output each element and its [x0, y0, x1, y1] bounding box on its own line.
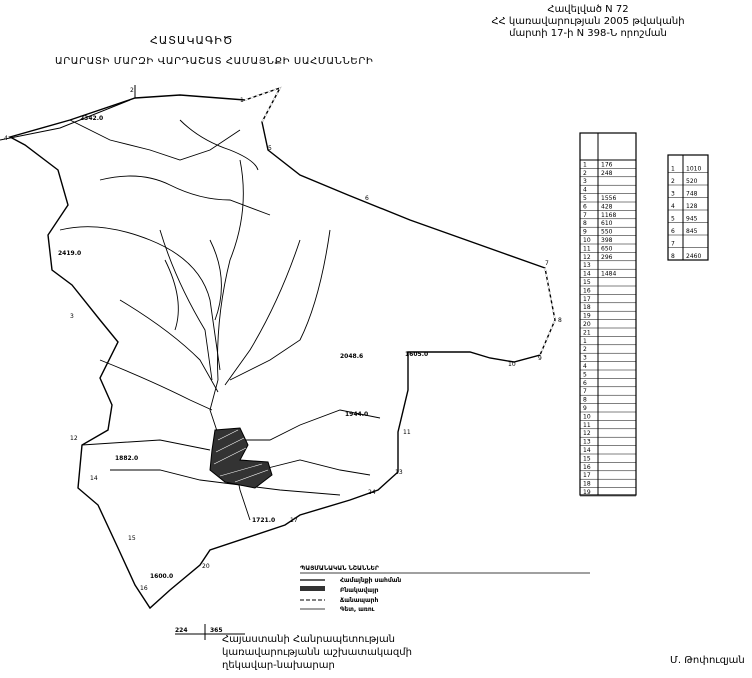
- table-row-number: 5: [671, 215, 675, 223]
- footer-org-line: Հայաստանի Հանրապետության: [222, 634, 396, 645]
- table-row-number: 12: [583, 253, 591, 261]
- table-row-number: 1: [583, 161, 587, 169]
- table-row-number: 15: [583, 455, 591, 463]
- point-label: 14: [90, 475, 98, 482]
- point-label: 7: [545, 260, 549, 267]
- table-row-value: 650: [601, 245, 613, 253]
- table-row-value: 296: [601, 253, 613, 261]
- table-row-number: 3: [583, 354, 587, 362]
- table-row-value: 945: [686, 215, 698, 223]
- table-row-number: 12: [583, 430, 591, 438]
- table-row-number: 19: [583, 489, 591, 496]
- table-row-number: 4: [671, 203, 675, 210]
- table-row-number: 7: [671, 240, 675, 248]
- table-row-number: 14: [583, 270, 591, 278]
- table-row-number: 2: [671, 178, 675, 185]
- map-title: ՀԱՏԱԿԱԳԻԾ: [150, 34, 234, 47]
- annex-decree: ՀՀ կառավարության 2005 թվականի: [491, 16, 685, 27]
- point-label: 5: [268, 145, 272, 152]
- table-row-number: 9: [583, 228, 587, 236]
- road-south: [82, 440, 210, 450]
- annex-number: Հավելված N 72: [547, 4, 629, 15]
- elevation-label: 2419.0: [58, 250, 82, 257]
- table-row-number: 8: [671, 253, 675, 260]
- table-row-number: 10: [583, 413, 591, 421]
- table-row-number: 8: [583, 396, 587, 404]
- table-row-number: 1: [583, 337, 587, 345]
- table-row-number: 20: [583, 321, 591, 328]
- table-row-number: 13: [583, 262, 591, 270]
- legend-item: Ճանապարհ: [340, 597, 379, 604]
- table-row-value: 428: [601, 203, 613, 211]
- elevation-label: 1882.0: [115, 455, 139, 462]
- table-row-value: 550: [601, 228, 613, 236]
- map-subtitle: ԱՐԱՐԱՏԻ ՄԱՐԶԻ ՎԱՐԴԱՇԱՏ ՀԱՄԱՅՆՔԻ ՍԱՀՄԱՆՆԵՐԻ: [55, 56, 374, 67]
- elevation-label: 1605.0: [405, 351, 429, 358]
- table-row-value: 1168: [601, 211, 617, 219]
- community-boundary: [10, 88, 555, 608]
- table-row-value: 845: [686, 228, 698, 235]
- table-row-number: 17: [583, 295, 591, 303]
- table-row-number: 4: [583, 363, 587, 370]
- point-label: 9: [538, 355, 542, 362]
- table-row-number: 3: [583, 178, 587, 186]
- table-row-number: 15: [583, 279, 591, 286]
- table-row-number: 2: [583, 346, 587, 354]
- point-label: 13: [395, 469, 403, 476]
- boundary-point-labels: [4, 87, 562, 592]
- elevation-label: 1944.0: [345, 411, 369, 418]
- point-label: 2: [130, 87, 134, 94]
- table-row-number: 16: [583, 463, 591, 471]
- table-row-number: 16: [583, 287, 591, 295]
- table-row-value: 1010: [686, 165, 702, 173]
- point-label: 11: [403, 429, 411, 436]
- footer-organization: [222, 633, 482, 672]
- table-row-value: 2460: [686, 253, 702, 260]
- table-row-value: 520: [686, 178, 698, 185]
- table-row-number: 4: [583, 186, 587, 194]
- footer-org-line: կառավարությանն աշխատակազմի: [222, 647, 412, 658]
- table-row-number: 11: [583, 421, 591, 429]
- table-row-number: 18: [583, 480, 591, 488]
- table-row-number: 8: [583, 220, 587, 228]
- table-row-value: 398: [601, 237, 613, 244]
- point-label: 4: [4, 135, 8, 142]
- table-row-value: 248: [601, 169, 613, 177]
- point-label: 3: [70, 313, 74, 320]
- map-legend: [300, 565, 590, 613]
- table-row-value: 1556: [601, 195, 617, 202]
- footer-signature: Մ. Թոփուզյան: [670, 655, 745, 666]
- table-row-value: 176: [601, 161, 613, 169]
- table-row-number: 1: [671, 165, 675, 173]
- table-row-value: 610: [601, 220, 613, 228]
- scale-left-label: 224: [175, 627, 188, 634]
- coordinates-table-main: [580, 133, 636, 496]
- point-label: 1: [240, 97, 244, 104]
- table-row-number: 6: [671, 228, 675, 235]
- elevation-label: 1721.0: [252, 517, 276, 524]
- table-row-number: 7: [583, 211, 587, 219]
- point-label: 17: [290, 517, 298, 524]
- table-row-number: 18: [583, 304, 591, 312]
- table-row-number: 5: [583, 195, 587, 202]
- table-row-value: 128: [686, 203, 698, 210]
- table-row-number: 11: [583, 245, 591, 253]
- table-row-number: 3: [671, 190, 675, 198]
- table-row-value: 748: [686, 190, 698, 198]
- table-row-number: 21: [583, 329, 591, 337]
- legend-item: Համայնքի սահման: [340, 577, 402, 584]
- table-row-number: 2: [583, 169, 587, 177]
- table-row-number: 14: [583, 447, 591, 454]
- point-label: 20: [202, 563, 210, 570]
- legend-settlement-swatch: [300, 586, 325, 591]
- table-row-number: 10: [583, 237, 591, 244]
- point-label: 8: [558, 317, 562, 324]
- table-row-number: 5: [583, 371, 587, 379]
- table-row-number: 6: [583, 379, 587, 387]
- legend-item: Գետ, առու: [340, 606, 375, 613]
- table-row-number: 19: [583, 312, 591, 320]
- elevation-label: 2342.0: [80, 115, 104, 122]
- point-label: 6: [365, 195, 369, 202]
- point-label: 15: [128, 535, 136, 542]
- table-row-number: 6: [583, 203, 587, 211]
- legend-item: Բնակավայր: [340, 587, 379, 594]
- boundary-dashed-north: [245, 88, 280, 122]
- elevation-label: 1600.0: [150, 573, 174, 580]
- settlement-vardashat: [210, 428, 272, 488]
- table-row-number: 17: [583, 472, 591, 480]
- annex-date: մարտի 17-ի N 398-Ն որոշման: [509, 28, 667, 39]
- point-label: 24: [368, 489, 376, 496]
- point-label: 12: [70, 435, 78, 442]
- point-label: 16: [140, 585, 148, 592]
- scale-right-label: 365: [210, 627, 223, 634]
- elevation-label: 2048.6: [340, 353, 364, 360]
- coordinates-table-secondary: [668, 155, 708, 260]
- table-row-number: 7: [583, 388, 587, 396]
- table-row-value: 1484: [601, 270, 617, 278]
- table-row-number: 9: [583, 405, 587, 412]
- footer-org-line: ղեկավար-նախարար: [222, 660, 335, 671]
- legend-heading: ՊԱՅՄԱՆԱԿԱՆ ՆՇԱՆՆԵՐ: [300, 565, 379, 572]
- point-label: 10: [508, 361, 516, 368]
- table-row-number: 13: [583, 438, 591, 446]
